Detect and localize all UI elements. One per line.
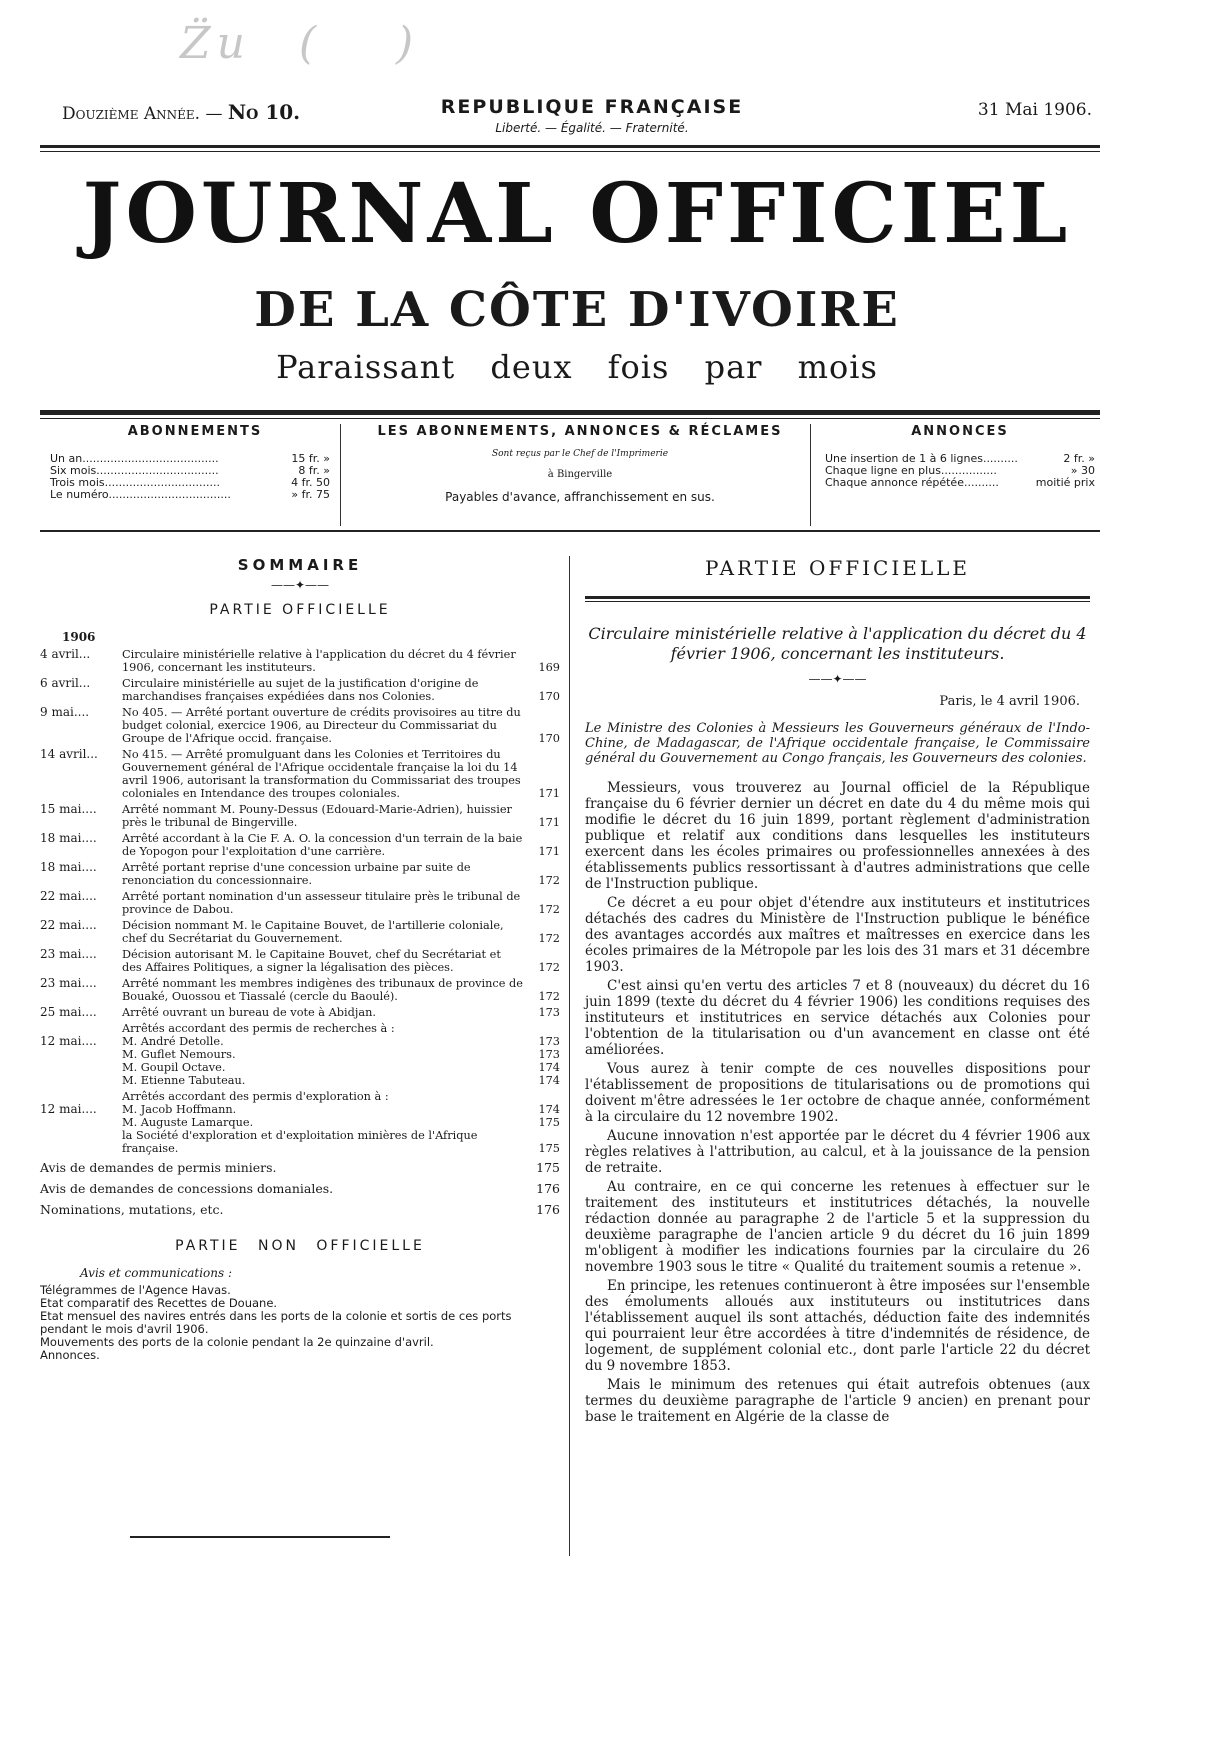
list-item: Télégrammes de l'Agence Havas.: [40, 1283, 231, 1297]
paragraph: C'est ainsi qu'en vertu des articles 7 et 8 (nouveaux) du décret du 16 juin 1899 (texte du décret du 4 février 1906) les conditions requises des instituteurs et institutrices en service détachés aux Colonies pour l'obtention de la titularisation ou d'un avancement en classe ont été améliorées.: [585, 978, 1090, 1058]
ads-heading: ANNONCES: [911, 424, 1009, 439]
ornament: ——✦——: [808, 672, 867, 686]
list-item: 15 mai.... Arrêté nommant M. Pouny-Dessus (Edouard-Marie-Adrien), huissier près le tribunal de Bingerville. 171: [40, 802, 560, 829]
list-item: M. Goupil Octave. 174: [122, 1061, 560, 1074]
list-item: 23 mai.... Arrêté nommant les membres indigènes des tribunaux de province de Bouaké, Ouossou et Tiassalé (cercle du Baoulé). 172: [40, 976, 560, 1003]
ads-box: [825, 424, 1095, 526]
list-item: 9 mai.... No 405. — Arrêté portant ouverture de crédits provisoires au titre du budget colonial, exercice 1906, au Directeur du Commissariat du Groupe de l'Afrique occid. française. 170: [40, 705, 560, 745]
handwritten-annotation: Z̈u ( ): [180, 18, 420, 69]
list-item: 22 mai.... Arrêté portant nomination d'un assesseur titulaire près le tribunal de province de Dabou. 172: [40, 889, 560, 916]
list-item: Annonces.: [40, 1348, 100, 1362]
payable-note: Payables d'avance, affranchissement en sus.: [445, 490, 715, 504]
list-item: M. Guflet Nemours. 173: [122, 1048, 560, 1061]
circular-title: Circulaire ministérielle relative à l'application du décret du 4 février 1906, concernant les instituteurs.: [588, 624, 1087, 663]
paragraph: Vous aurez à tenir compte de ces nouvelles dispositions pour l'établissement de propositions de titularisations ou de promotions qui doivent m'être adressées le 1er octobre de chaque année, conformément à la circulaire du 12 novembre 1902.: [585, 1061, 1090, 1125]
official-rule-thin: [585, 601, 1090, 602]
subscriptions-box: [50, 424, 341, 526]
republic-label: REPUBLIQUE FRANÇAISE: [440, 96, 744, 118]
list-item: Avis de demandes de concessions domaniales. 176: [40, 1181, 560, 1196]
top-rule-thin: [40, 151, 1100, 152]
list-item: Avis de demandes de permis miniers. 175: [40, 1160, 560, 1175]
list-item: Arrêtés accordant des permis d'exploration à :: [122, 1090, 389, 1103]
list-item: 25 mai.... Arrêté ouvrant un bureau de vote à Abidjan. 173: [40, 1005, 560, 1019]
list-item: 12 mai.... M. Jacob Hoffmann. 174: [40, 1102, 560, 1116]
masthead-subtitle: DE LA CÔTE D'IVOIRE: [254, 282, 900, 338]
announcements-center-heading: LES ABONNEMENTS, ANNONCES & RÉCLAMES: [377, 424, 783, 439]
list-item: 22 mai.... Décision nommant M. le Capitaine Bouvet, de l'artillerie coloniale, chef du Secrétariat du Gouvernement. 172: [40, 918, 560, 945]
sommaire-year: 1906: [62, 630, 96, 644]
masthead-rule-thin: [40, 418, 1100, 419]
column-divider: [569, 556, 570, 1556]
issue-year-number: Douzième Année. — No 10.: [62, 100, 301, 124]
list-item: 14 avril... No 415. — Arrêté promulguant dans les Colonies et Territoires du Gouvernement général de l'Afrique occidentale française la loi du 14 avril 1906, autorisant la transformation du Commissariat des troupes coloniales en Intendance des troupes coloniales. 171: [40, 747, 560, 800]
paragraph: Ce décret a eu pour objet d'étendre aux instituteurs et institutrices détachés des cadres du Ministère de l'Instruction publique le bénéfice des avantages accordés aux maîtres et maîtresses en exercice dans les écoles primaires de la Métropole par les lois des 31 mars et 31 décembre 1903.: [585, 895, 1090, 975]
sommaire-tail: [40, 1161, 560, 1216]
list-item: 4 avril... Circulaire ministérielle relative à l'application du décret du 4 février 1906, concernant les instituteurs. 169: [40, 647, 560, 674]
top-rule: [40, 145, 1100, 148]
paragraph: Messieurs, vous trouverez au Journal officiel de la République française du 6 février dernier un décret en date du 4 du même mois qui modifie le décret du 16 juin 1899, portant règlement d'administration publique et relatif aux conditions dans lesquelles les instituteurs exercent dans les écoles primaires ou professionnelles annexées à des établissements publics ressortissant à d'autres administrations que celle de l'Instruction publique.: [585, 780, 1090, 892]
list-item: la Société d'exploration et d'exploitation minières de l'Afrique française. 175: [122, 1129, 560, 1155]
list-item: Mouvements des ports de la colonie pendant la 2e quinzaine d'avril.: [40, 1335, 434, 1349]
sommaire-column: [40, 556, 560, 1362]
list-item: Nominations, mutations, etc. 176: [40, 1202, 560, 1217]
list-item: 18 mai.... Arrêté accordant à la Cie F. A. O. la concession d'un terrain de la baie de Yopogon pour l'exploitation d'une carrière. 171: [40, 831, 560, 858]
list-item: M. Auguste Lamarque. 175: [122, 1116, 560, 1129]
nonofficial-subheading: Avis et communications :: [80, 1266, 233, 1280]
received-place: à Bingerville: [547, 469, 613, 480]
nonofficial-heading: PARTIE NON OFFICIELLE: [175, 1238, 425, 1254]
list-item: 12 mai.... M. André Detolle. 173: [40, 1034, 560, 1048]
nonofficial-list: [40, 1284, 560, 1362]
sommaire-heading: SOMMAIRE: [237, 556, 363, 574]
ads-rates: Une insertion de 1 à 6 lignes.......... 2 fr. » Chaque ligne en plus................ » 30 Chaque annonce répétée.......... moitié prix: [825, 452, 1095, 489]
ornament: ——✦——: [270, 578, 330, 592]
masthead-title: JOURNAL OFFICIEL: [82, 166, 1072, 262]
circular-body: [585, 780, 1090, 1425]
list-item: 18 mai.... Arrêté portant reprise d'une concession urbaine par suite de renonciation du concessionnaire. 172: [40, 860, 560, 887]
addressee: Le Ministre des Colonies à Messieurs les Gouverneurs généraux de l'Indo-Chine, de Madagascar, de l'Afrique occidentale française, le Commissaire général du Gouvernement au Congo français, les Gouverneurs des colonies.: [585, 721, 1090, 766]
end-ornament-rule: [130, 1536, 390, 1538]
list-item: Etat comparatif des Recettes de Douane.: [40, 1296, 278, 1310]
official-column: [585, 556, 1090, 1428]
subscriptions-heading: ABONNEMENTS: [127, 424, 263, 439]
list-item: Arrêtés accordant des permis de recherches à :: [122, 1022, 395, 1035]
received-note: Sont reçus par le Chef de l'Imprimerie: [491, 449, 669, 459]
paragraph: Aucune innovation n'est apportée par le décret du 4 février 1906 aux règles relatives à l'attribution, au calcul, et à la jouissance de la pension de retraite.: [585, 1128, 1090, 1176]
list-item: M. Etienne Tabuteau. 174: [122, 1074, 560, 1087]
place-date: Paris, le 4 avril 1906.: [939, 694, 1080, 709]
paragraph: Au contraire, en ce qui concerne les retenues à effectuer sur le traitement des instituteurs et institutrices détachés, la nouvelle rédaction donnée au paragraphe 2 de l'article 5 et la suppression du deuxième paragraphe de l'ancien article 9 du décret du 16 juin 1899 m'obligent à modifier les indications fournies par la circulaire du 26 novembre 1903 sous le titre « Qualité du traitement soumis a retenue ».: [585, 1179, 1090, 1275]
sommaire-entries: [40, 648, 560, 1155]
list-item: 6 avril... Circulaire ministérielle au sujet de la justification d'origine de marchandises françaises expédiées dans nos Colonies. 170: [40, 676, 560, 703]
paragraph: En principe, les retenues continueront à être imposées sur l'ensemble des émoluments alloués aux instituteurs ou institutrices dans l'établissement auquel ils sont attachés, déduction faite des indemnités qui pourraient leur être accordées à titre d'indemnités de résidence, de logement, de supplément colonial etc., dont parle l'article 22 du décret du 9 novembre 1853.: [585, 1278, 1090, 1374]
paragraph: Mais le minimum des retenues qui était autrefois obtenues (aux termes du deuxième paragraphe de l'article 9 ancien) en prenant pour base le traitement en Algérie de la classe de: [585, 1377, 1090, 1425]
masthead-rule: [40, 410, 1100, 415]
announcements-center-box: [350, 424, 811, 526]
official-heading: PARTIE OFFICIELLE: [705, 556, 970, 580]
official-rule: [585, 596, 1090, 599]
list-item: Etat mensuel des navires entrés dans les ports de la colonie et sortis de ces ports pendant le mois d'avril 1906.: [40, 1309, 512, 1336]
masthead-tagline: Paraissant deux fois par mois: [276, 348, 878, 386]
issue-date: 31 Mai 1906.: [977, 100, 1092, 120]
subscriptions-rates: Un an....................................... 15 fr. » Six mois................................... 8 fr. » Trois mois................................. 4 fr. 50 Le numéro................................... » fr. 75: [50, 452, 330, 501]
boxes-bottom-rule: [40, 530, 1100, 532]
list-item: 23 mai.... Décision autorisant M. le Capitaine Bouvet, chef du Secrétariat et des Affaires Politiques, a signer la légalisation des pièces. 172: [40, 947, 560, 974]
motto: Liberté. — Égalité. — Fraternité.: [495, 121, 689, 135]
sommaire-official-heading: PARTIE OFFICIELLE: [209, 602, 391, 618]
